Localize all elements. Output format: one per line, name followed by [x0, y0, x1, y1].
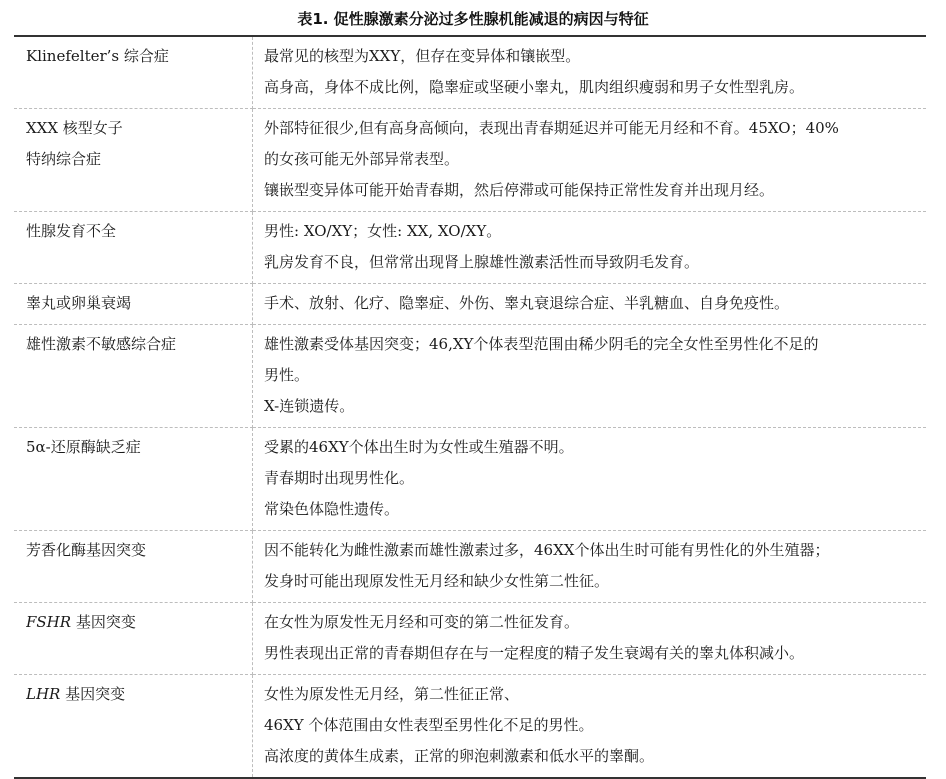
cause-text: XXX 核型女子 — [26, 119, 123, 137]
feature-text: 乳房发育不良，但常常出现肾上腺雄性激素活性而导致阴毛发育。 — [264, 253, 700, 271]
feature-text: 雄性激素受体基因突变；46,XY个体表型范围由稀少阴毛的完全女性至男性化不足的 — [264, 335, 819, 353]
cause-cell — [14, 531, 253, 603]
table-title: 表1. 促性腺激素分泌过多性腺机能减退的病因与特征 — [297, 10, 649, 28]
cause-cell — [14, 325, 253, 428]
cause-cell — [14, 109, 253, 212]
causes-features-table — [14, 35, 926, 779]
cause-text — [26, 679, 252, 710]
table-row — [14, 675, 926, 779]
table-row — [14, 212, 926, 284]
gene-name: LHR — [26, 685, 61, 703]
feature-text: X-连锁遗传。 — [264, 397, 355, 415]
feature-text: 手术、放射、化疗、隐睾症、外伤、睾丸衰退综合症、半乳糖血、自身免疫性。 — [264, 294, 790, 312]
cause-text — [26, 607, 252, 638]
feature-text: 受累的46XY个体出生时为女性或生殖器不明。 — [264, 438, 574, 456]
feature-text: 青春期时出现男性化。 — [264, 469, 415, 487]
feature-cell — [253, 675, 927, 779]
feature-text: 46XY 个体范围由女性表型至男性化不足的男性。 — [264, 716, 594, 734]
cause-text: 睾丸或卵巢衰竭 — [26, 294, 132, 312]
feature-text: 发身时可能出现原发性无月经和缺少女性第二性征。 — [264, 572, 610, 590]
feature-text: 男性: XO/XY；女性: XX, XO/XY。 — [264, 222, 502, 240]
cause-text: Klinefelter’s 综合症 — [26, 47, 169, 65]
feature-text: 最常见的核型为XXY，但存在变异体和镶嵌型。 — [264, 47, 581, 65]
feature-cell — [253, 428, 927, 531]
table-row — [14, 603, 926, 675]
cause-text: 5α-还原酶缺乏症 — [26, 438, 141, 456]
cause-cell — [14, 36, 253, 109]
table-row — [14, 325, 926, 428]
cause-cell — [14, 284, 253, 325]
feature-cell — [253, 109, 927, 212]
table-row — [14, 428, 926, 531]
feature-text: 外部特征很少,但有高身高倾向，表现出青春期延迟并可能无月经和不育。45XO；40% — [264, 119, 839, 137]
cause-suffix: 基因突变 — [71, 613, 136, 631]
table-row — [14, 36, 926, 109]
table-row — [14, 284, 926, 325]
cause-cell — [14, 603, 253, 675]
feature-text: 在女性为原发性无月经和可变的第二性征发育。 — [264, 613, 580, 631]
cause-suffix: 基因突变 — [60, 685, 126, 703]
cause-cell — [14, 428, 253, 531]
feature-text: 高浓度的黄体生成素，正常的卵泡刺激素和低水平的睾酮。 — [264, 747, 655, 765]
gene-name: FSHR — [26, 613, 72, 631]
feature-cell — [253, 36, 927, 109]
feature-text: 常染色体隐性遗传。 — [264, 500, 400, 518]
feature-cell — [253, 284, 927, 325]
feature-text: 高身高，身体不成比例，隐睾症或坚硬小睾丸，肌肉组织瘦弱和男子女性型乳房。 — [264, 78, 805, 96]
cause-text: 性腺发育不全 — [26, 222, 117, 240]
cause-text: 特纳综合症 — [26, 150, 102, 168]
feature-text: 男性。 — [264, 366, 310, 384]
feature-text: 的女孩可能无外部异常表型。 — [264, 150, 460, 168]
cause-cell — [14, 212, 253, 284]
cause-cell — [14, 675, 253, 779]
feature-cell — [253, 531, 927, 603]
feature-text: 男性表现出正常的青春期但存在与一定程度的精子发生衰竭有关的睾丸体积减小。 — [264, 644, 805, 662]
table-row — [14, 109, 926, 212]
feature-text: 因不能转化为雌性激素而雄性激素过多，46XX个体出生时可能有男性化的外生殖器； — [264, 541, 830, 559]
cause-text: 雄性激素不敏感综合症 — [26, 335, 177, 353]
feature-cell — [253, 212, 927, 284]
table-row — [14, 531, 926, 603]
feature-cell — [253, 603, 927, 675]
cause-text: 芳香化酶基因突变 — [26, 541, 147, 559]
feature-text: 镶嵌型变异体可能开始青春期，然后停滞或可能保持正常性发育并出现月经。 — [264, 181, 775, 199]
feature-cell — [253, 325, 927, 428]
feature-text: 女性为原发性无月经，第二性征正常、 — [264, 685, 520, 703]
